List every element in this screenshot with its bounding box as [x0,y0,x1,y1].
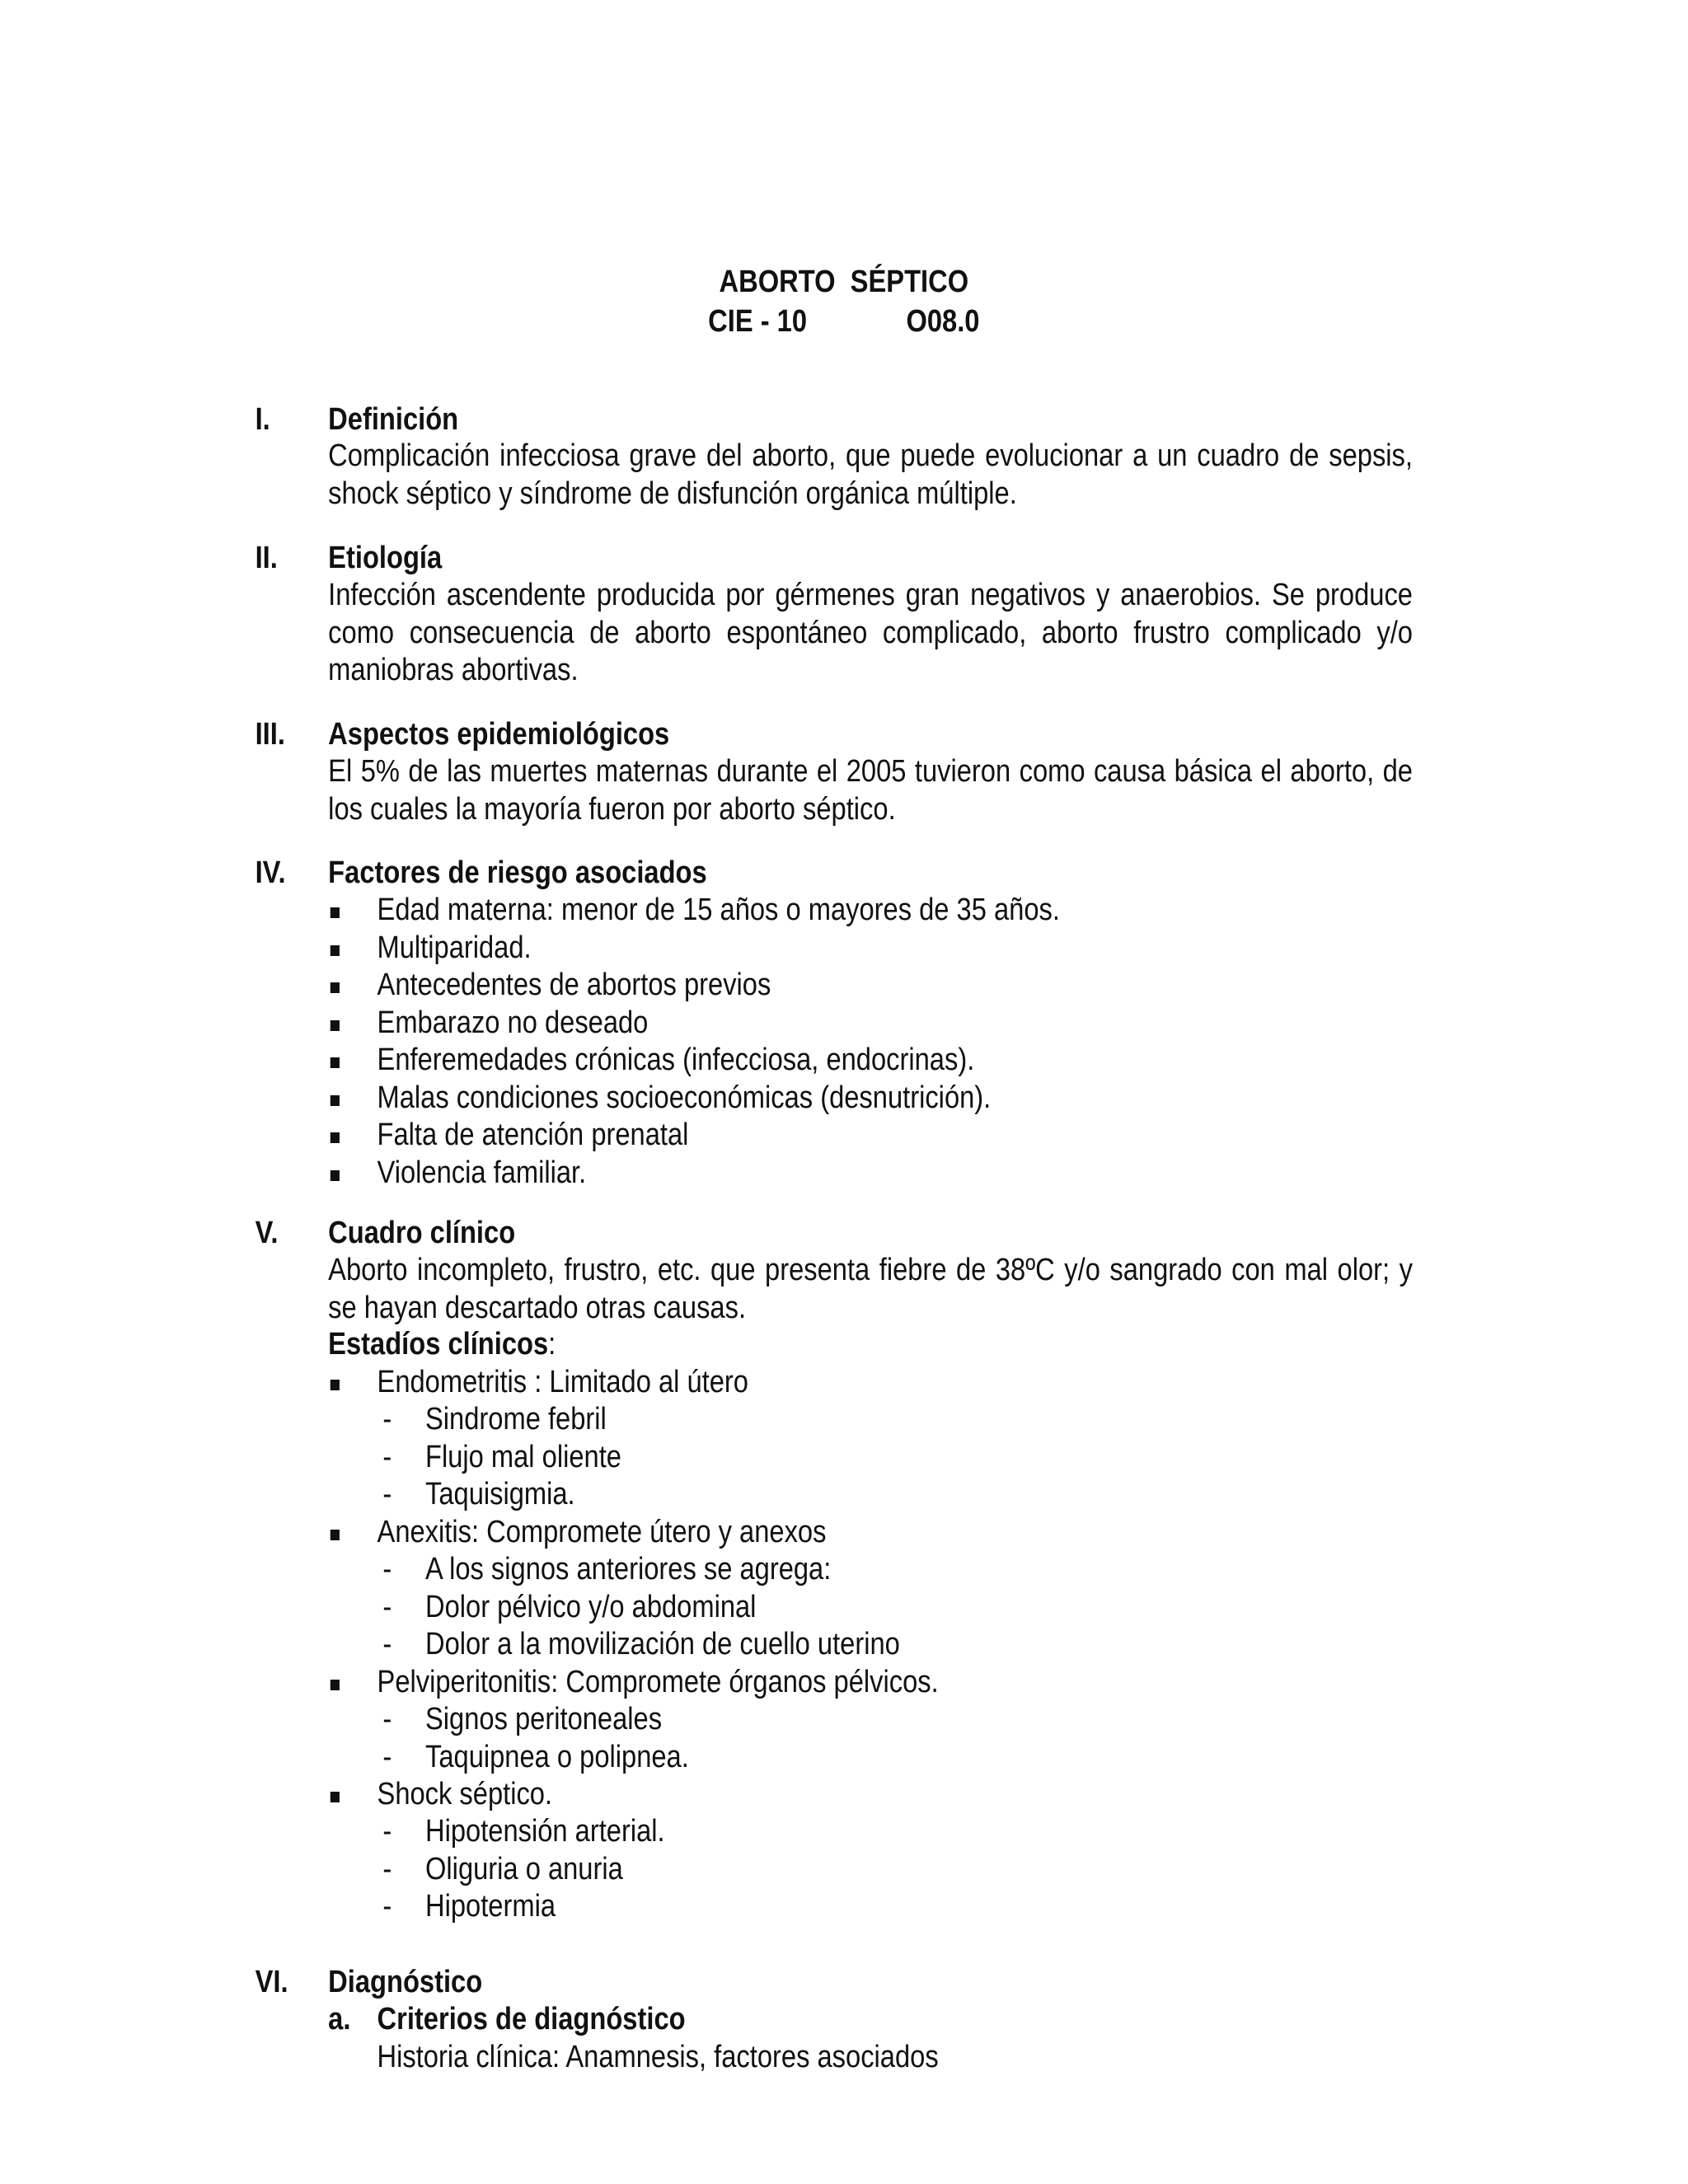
bullet-square-icon [331,1530,340,1540]
stages-colon: : [548,1327,556,1361]
section-number: IV. [255,855,286,890]
section-text: Complicación infecciosa grave del aborto, que puede evolucionar a un cuadro de sepsis, shock séptico y síndrome de disfunción orgánica múltiple. [328,438,1413,511]
bullet-square-icon [331,1792,340,1802]
list-item: Enferemedades crónicas (infecciosa, endocrinas). [377,1043,975,1077]
section-heading: Cuadro clínico [328,1216,516,1250]
stage-sub-item: Oliguria o anuria [425,1852,623,1886]
section-number: I. [255,402,270,437]
cie-code-line [0,302,1688,341]
stage-sub-item: A los signos anteriores se agrega: [425,1552,832,1586]
bullet-square-icon [331,1095,340,1106]
stage-sub-item: Sindrome febril [425,1402,607,1436]
dash-marker: - [382,1627,392,1661]
stage-sub-item: Hipotensión arterial. [425,1814,665,1849]
stage-item: Pelviperitonitis: Compromete órganos pélvicos. [377,1665,939,1699]
dash-marker: - [382,1477,392,1511]
dash-marker: - [382,1402,392,1436]
section-number: III. [255,717,285,752]
dash-marker: - [382,1702,392,1736]
bullet-square-icon [331,1680,340,1690]
cie-code-label: CIE - 10 [708,304,808,339]
stage-sub-item: Flujo mal oliente [425,1440,621,1474]
section-number: VI. [255,1965,288,1999]
subsection-heading: Criterios de diagnóstico [377,2002,686,2036]
list-item: Edad materna: menor de 15 años o mayores de 35 años. [377,893,1060,927]
bullet-square-icon [331,1020,340,1031]
bullet-square-icon [331,945,340,956]
dash-marker: - [382,1552,392,1586]
stage-sub-item: Signos peritoneales [425,1702,663,1736]
bullet-square-icon [331,1380,340,1390]
dash-marker: - [382,1814,392,1849]
cie-code-value: O08.0 [906,304,980,339]
section-heading: Etiología [328,541,443,575]
subsection-text: Historia clínica: Anamnesis, factores asociados [377,2040,939,2074]
section-heading: Diagnóstico [328,1965,483,1999]
section-heading: Factores de riesgo asociados [328,855,707,890]
document-title: ABORTO SÉPTICO [719,265,969,299]
section-heading: Aspectos epidemiológicos [328,717,670,752]
section-text: El 5% de las muertes maternas durante el 2005 tuvieron como causa básica el aborto, de los cuales la mayoría fueron por aborto séptico. [328,754,1413,827]
list-item: Malas condiciones socioeconómicas (desnutrición). [377,1080,992,1115]
stage-item: Anexitis: Compromete útero y anexos [377,1515,827,1549]
stage-item: Shock séptico. [377,1777,553,1811]
section-text: Aborto incompleto, frustro, etc. que presenta fiebre de 38ºC y/o sangrado con mal olor; y se hayan descartado otras causas. [328,1253,1413,1325]
dash-marker: - [382,1740,392,1774]
list-item: Embarazo no deseado [377,1005,649,1040]
bullet-square-icon [331,907,340,918]
section-number: II. [255,541,278,575]
stage-sub-item: Dolor pélvico y/o abdominal [425,1590,757,1624]
bullet-square-icon [331,1057,340,1068]
stage-sub-item: Dolor a la movilización de cuello uterino [425,1627,900,1661]
list-item: Falta de atención prenatal [377,1118,689,1152]
dash-marker: - [382,1889,392,1924]
stage-sub-item: Hipotermia [425,1889,556,1924]
bullet-square-icon [331,1132,340,1143]
dash-marker: - [382,1590,392,1624]
section-heading: Definición [328,402,459,437]
stage-sub-item: Taquipnea o polipnea. [425,1740,689,1774]
dash-marker: - [382,1440,392,1474]
stages-label: Estadíos clínicos [328,1327,549,1361]
section-number: V. [255,1216,279,1250]
list-item: Antecedentes de abortos previos [377,968,771,1002]
bullet-square-icon [331,1170,340,1181]
list-item: Multiparidad. [377,930,532,965]
subsection-letter: a. [328,2002,351,2036]
stage-sub-item: Taquisigmia. [425,1477,575,1511]
bullet-square-icon [331,982,340,993]
section-text: Infección ascendente producida por gérmenes gran negativos y anaerobios. Se produce como consecuencia de aborto espontáneo complicado, aborto frustro complicado y/o maniobras abortivas. [328,578,1413,687]
document-title-block [0,262,1688,341]
stage-item: Endometritis : Limitado al útero [377,1365,748,1399]
stages-heading [328,1327,556,1362]
dash-marker: - [382,1852,392,1886]
list-item: Violencia familiar. [377,1155,587,1190]
